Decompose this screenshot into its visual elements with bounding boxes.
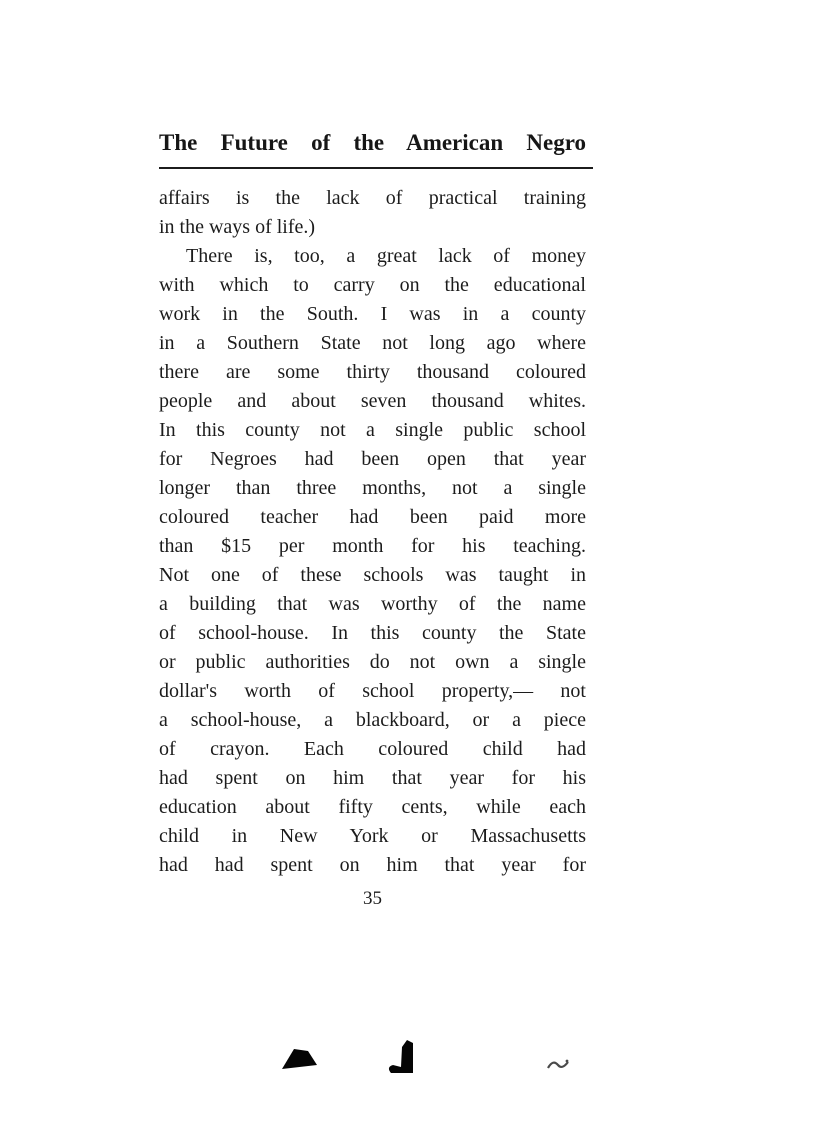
text-line: longer than three months, not a single	[159, 477, 586, 499]
text-line: of school-house. In this county the State	[159, 622, 586, 644]
text-line: affairs is the lack of practical training	[159, 187, 586, 209]
text-line: dollar's worth of school property,— not	[159, 680, 586, 702]
text-line: or public authorities do not own a single	[159, 651, 586, 673]
text-line: child in New York or Massachusetts	[159, 825, 586, 847]
body-text-block	[159, 184, 586, 880]
text-line: coloured teacher had been paid more	[159, 506, 586, 528]
text-line: education about fifty cents, while each	[159, 796, 586, 818]
text-line: had spent on him that year for his	[159, 767, 586, 789]
ink-squiggle-artifact-right	[546, 1056, 570, 1074]
text-line: people and about seven thousand whites.	[159, 390, 586, 412]
text-line: than $15 per month for his teaching.	[159, 535, 586, 557]
text-line: work in the South. I was in a county	[159, 303, 586, 325]
page-header-title: The Future of the American Negro	[159, 130, 586, 155]
text-line: had had spent on him that year for	[159, 854, 586, 876]
text-line: there are some thirty thousand coloured	[159, 361, 586, 383]
text-line: a building that was worthy of the name	[159, 593, 586, 615]
header-rule	[159, 167, 593, 169]
text-line: There is, too, a great lack of money	[186, 245, 586, 267]
text-line: a school-house, a blackboard, or a piece	[159, 709, 586, 731]
text-line: for Negroes had been open that year	[159, 448, 586, 470]
text-line: of crayon. Each coloured child had	[159, 738, 586, 760]
page-number: 35	[363, 888, 382, 909]
text-line: with which to carry on the educational	[159, 274, 586, 296]
ink-smudge-artifact-center	[388, 1040, 416, 1074]
text-line: in a Southern State not long ago where	[159, 332, 586, 354]
text-line: In this county not a single public school	[159, 419, 586, 441]
text-line: in the ways of life.)	[159, 216, 316, 238]
ink-smudge-artifact-left	[282, 1047, 318, 1071]
text-line: Not one of these schools was taught in	[159, 564, 586, 586]
